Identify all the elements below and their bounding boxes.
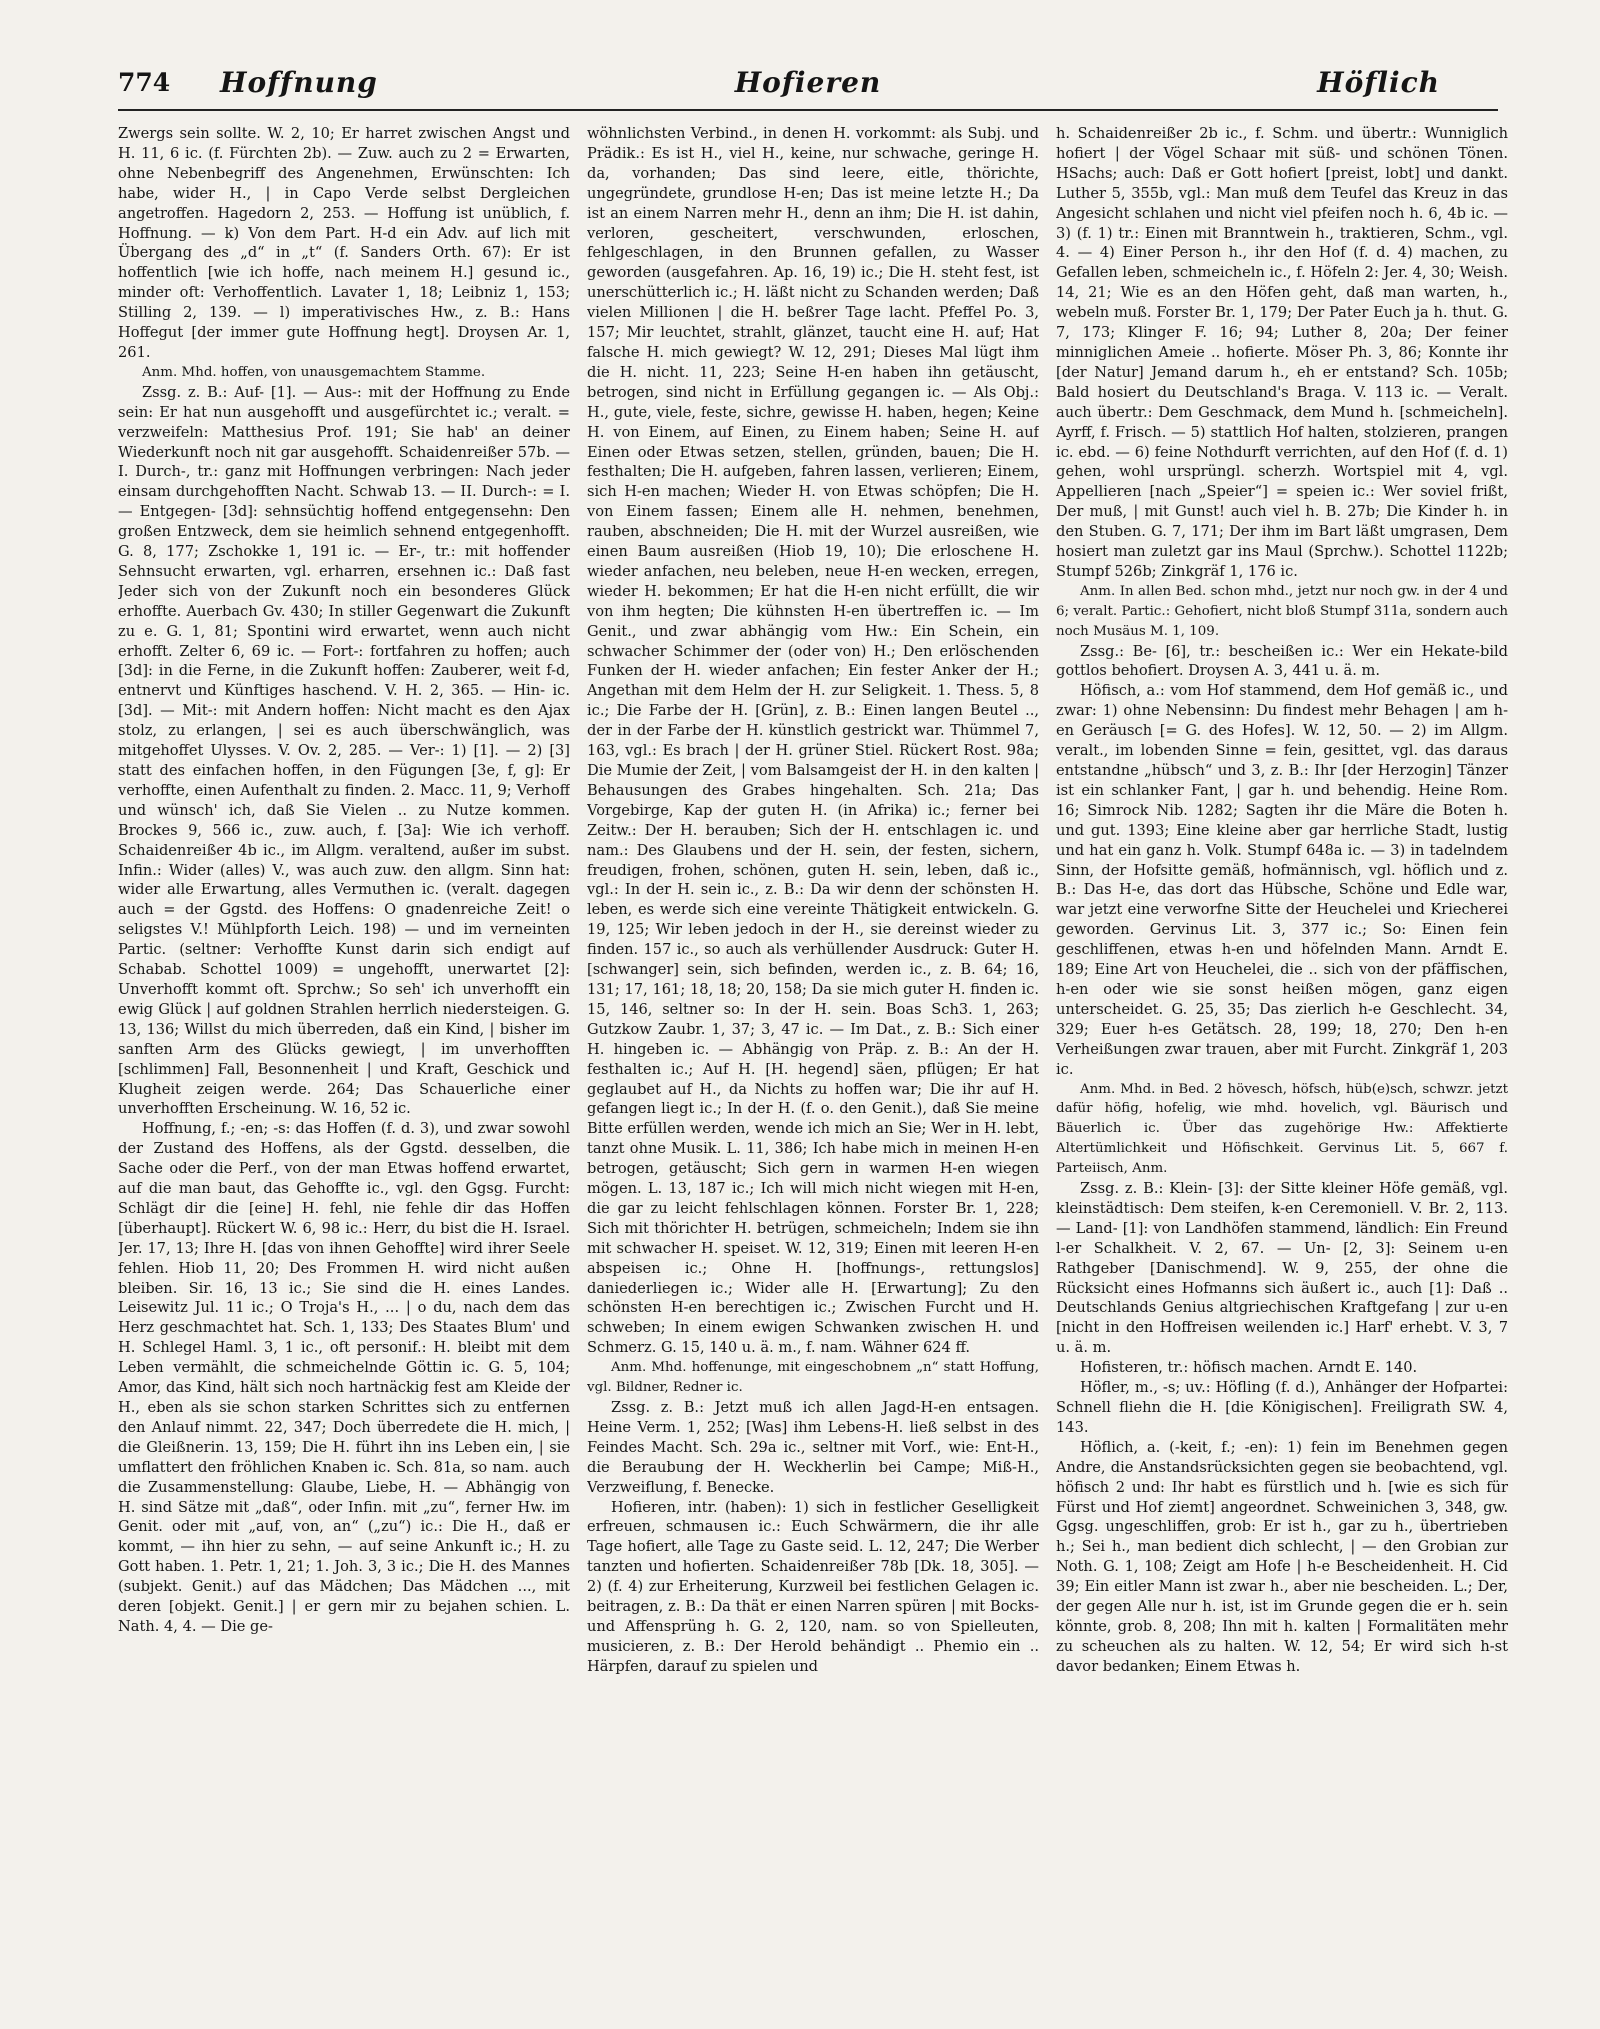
column-middle	[587, 124, 1039, 1986]
column-right	[1056, 124, 1508, 1986]
annotation-paragraph: Anm. In allen Bed. schon mhd., jetzt nur noch gw. in der 4 und 6; veralt. Partic.: Gehofiert, nicht bloß Stumpf 311a, sondern auch noch Musäus M. 1, 109.	[1056, 583, 1508, 639]
column-left	[118, 124, 570, 1986]
entry-paragraph: Höfler, m., -s; uv.: Höfling (f. d.), Anhänger der Hofpartei: Schnell fliehn die H. [die Königischen]. Freiligrath SW. 4, 143.	[1056, 1379, 1508, 1436]
entry-paragraph: Hofisteren, tr.: höfisch machen. Arndt E. 140.	[1080, 1359, 1418, 1377]
entry-paragraph: wöhnlichsten Verbind., in denen H. vorkommt: als Subj. und Prädik.: Es ist H., viel H., keine, nur schwache, geringe H. da, vorhanden; Das sind leere, eitle, thörichte, ungegründete, grundlose H-en; Das ist meine letzte H.; Da ist an einem Narren mehr H., denn an ihm; Die H. ist dahin, verloren, gescheitert, verschwunden, erloschen, fehlgeschlagen, in den Brunnen gefallen, zu Wasser geworden (ausgefahren. Ap. 16, 19) ic.; Die H. steht fest, ist unerschütterlich ic.; H. läßt nicht zu Schanden werden; Daß vielen Millionen | die H. beßrer Tage lacht. Pfeffel Po. 3, 157; Mir leuchtet, strahlt, glänzet, taucht eine H. auf; Hat falsche H. mich gewiegt? W. 12, 291; Dieses Mal lügt ihm die H. nicht. 11, 223; Seine H-en haben ihn getäuscht, betrogen, sind nicht in Erfüllung gegangen ic. — Als Obj.: H., gute, viele, feste, sichre, gewisse H. haben, hegen; Keine H. von Einem, auf Einen, zu Einem haben; Seine H. auf Einen oder Etwas setzen, stellen, gründen, bauen; Die H. festhalten; Die H. aufgeben, fahren lassen, verlieren; Einem, sich H-en machen; Wieder H. von Etwas schöpfen; Die H. von Einem fassen; Einem alle H. nehmen, benehmen, rauben, abschneiden; Die H. mit der Wurzel ausreißen, wie einen Baum ausreißen (Hiob 19, 10); Die erloschene H. wieder anfachen, neu beleben, neue H-en wecken, erregen, wieder H. bekommen; Er hat die H-en nicht erfüllt, die wir von ihm hegten; Die kühnsten H-en übertreffen ic. — Im Genit., und zwar abhängig vom Hw.: Ein Schein, ein schwacher Schimmer der (oder von) H.; Den erlöschenden Funken der H. wieder anfachen; Ein fester Anker der H.; Angethan mit dem Helm der H. zur Seligkeit. 1. Thess. 5, 8 ic.; Die Farbe der H. [Grün], z. B.: Einen langen Beutel .., der in der Farbe der H. künstlich gestrickt war. Thümmel 7, 163, vgl.: Es brach | der H. grüner Stiel. Rückert Rost. 98a; Die Mumie der Zeit, | vom Balsamgeist der H. in den kalten | Behausungen des Grabes hingehalten. Sch. 21a; Das Vorgebirge, Kap der guten H. (in Afrika) ic.; ferner bei Zeitw.: Der H. berauben; Sich der H. entschlagen ic. und nam.: Des Glaubens und der H. sein, der festen, sichern, freudigen, frohen, schönen, guten H. sein, leben, daß ic., vgl.: In der H. sein ic., z. B.: Da wir denn der schönsten H. leben, es werde sich eine vereinte Thätigkeit entwickeln. G. 19, 125; Wir leben jedoch in der H., sie dereinst wieder zu finden. 157 ic., so auch als verhüllender Ausdruck: Guter H. [schwanger] sein, sich befinden, werden ic., z. B. 64; 16, 131; 17, 161; 18, 18; 20, 158; Da sie mich guter H. finden ic. 15, 146, seltner so: In der H. sein. Boas Sch3. 1, 263; Gutzkow Zaubr. 1, 37; 3, 47 ic. — Im Dat., z. B.: Sich einer H. hingeben ic. — Abhängig von Präp. z. B.: An der H. festhalten ic.; Auf H. [H. hegend] säen, pflügen; Er hat geglaubet auf H., da Nichts zu hoffen war; Die ihr auf H. gefangen liegt ic.; In der H. (f. o. den Genit.), daß Sie meine Bitte erfüllen werden, wende ich mich an Sie; Wer in H. lebt, tanzt ohne Musik. L. 11, 386; Ich habe mich in meinen H-en betrogen, getäuscht; Sich gern in warmen H-en wiegen mögen. L. 13, 187 ic.; Ich will mich nicht wiegen mit H-en, die gar zu leicht fehlschlagen können. Forster Br. 1, 228; Sich mit thörichter H. betrügen, schmeicheln; Indem sie ihn mit schwacher H. speiset. W. 12, 319; Einen mit leeren H-en abspeisen ic.; Ohne H. [hoffnungs-, rettungslos] daniederliegen ic.; Wider alle H. [Erwartung]; Zu den schönsten H-en berechtigen ic.; Zwischen Furcht und H. schweben; In einem ewigen Schwanken zwischen H. und Schmerz. G. 15, 140 u. ä. m., f. nam. Wähner 624 ff.	[587, 125, 1039, 1357]
entry-paragraph: Hofieren, intr. (haben): 1) sich in festlicher Geselligkeit erfreuen, schmausen ic.: Euch Schwärmern, die ihr alle Tage hofiert, alle Tage zu Gaste seid. L. 12, 247; Die Werber tanzten und hofierten. Schaidenreißer 78b [Dk. 18, 305]. — 2) (f. 4) zur Erheiterung, Kurzweil bei festlichen Gelagen ic. beitragen, z. B.: Da thät er einen Narren spüren | mit Bocks- und Affensprüng h. G. 2, 120, nam. so von Spielleuten, musicieren, z. B.: Der Herold behändigt .. Phemio ein .. Härpfen, darauf zu spielen und	[587, 1498, 1039, 1675]
entry-paragraph: h. Schaidenreißer 2b ic., f. Schm. und übertr.: Wunniglich hofiert | der Vögel Schaar mit süß- und schönen Tönen. HSachs; auch: Daß er Gott hofiert [preist, lobt] und dankt. Luther 5, 355b, vgl.: Man muß dem Teufel das Kreuz in das Angesicht schlahen und nicht viel pfeifen noch h. 6, 4b ic. — 3) (f. 1) tr.: Einen mit Branntwein h., traktieren, Schm., vgl. 4. — 4) Einer Person h., ihr den Hof (f. d. 4) machen, zu Gefallen leben, schmeicheln ic., f. Höfeln 2: Jer. 4, 30; Weish. 14, 21; Wie es an den Höfen geht, daß man warten, h., webeln muß. Forster Br. 1, 179; Der Pater Euch ja h. thut. G. 7, 173; Klinger F. 16; 94; Luther 8, 20a; Der feiner minniglichen Ameie .. hofierte. Möser Ph. 3, 86; Konnte ihr [der Natur] Jemand darum h., eh er entstand? Sch. 105b; Bald hosiert du Deutschland's Braga. V. 113 ic. — Veralt. auch übertr.: Dem Geschmack, dem Mund h. [schmeicheln]. Ayrff, f. Frisch. — 5) stattlich Hof halten, stolzieren, prangen ic. ebd. — 6) feine Nothdurft verrichten, auf den Hof (f. d. 1) gehen, wohl ursprüngl. scherzh. Wortspiel mit 4, vgl. Appellieren [nach „Speier“] = speien ic.: Wer soviel frißt, Der muß, | mit Gunst! auch viel h. B. 27b; Die Kinder h. in den Stuben. G. 7, 171; Der ihm im Bart läßt umgrasen, Dem hosiert man zuletzt gar ins Maul (Sprchw.). Schottel 1122b; Stumpf 526b; Zinkgräf 1, 176 ic.	[1056, 125, 1508, 580]
page-number: 774	[118, 68, 171, 97]
annotation-paragraph: Anm. Mhd. in Bed. 2 hövesch, höfsch, hüb(e)sch, schwzr. jetzt dafür höfig, hofelig, wie mhd. hovelich, vgl. Bäurisch und Bäuerlich ic. Über das zugehörige Hw.: Affektierte Altertümlichkeit und Höfischkeit. Gervinus Lit. 5, 667 f. Parteiisch, Anm.	[1056, 1081, 1508, 1177]
annotation-paragraph: Anm. Mhd. hoffen, von unausgemachtem Stamme.	[142, 364, 486, 380]
center-running-headword: Hofieren	[734, 66, 882, 99]
entry-paragraph: Höflich, a. (-keit, f.; -en): 1) fein im Benehmen gegen Andre, die Anstandsrücksichten gegen sie beobachtend, vgl. höfisch 2 und: Ihr habt es fürstlich und h. [wie es sich für Fürst und Hof ziemt] angeordnet. Schweinichen 3, 348, gw. Ggsg. ungeschliffen, grob: Er ist h., gar zu h., übertrieben h.; Sei h., man bedient dich schlecht, | — den Grobian zur Noth. G. 1, 108; Zeigt am Hofe | h-e Bescheidenheit. H. Cid 39; Ein eitler Mann ist zwar h., aber nie bescheiden. L.; Der, der gegen Alle nur h. ist, ist im Grunde gegen die er h. sein könnte, grob. 8, 208; Ihn mit h. kalten | Formalitäten mehr zu scheuchen als zu halten. W. 12, 54; Er wird sich h-st davor bedanken; Einem Etwas h.	[1056, 1438, 1508, 1675]
entry-paragraph: Höfisch, a.: vom Hof stammend, dem Hof gemäß ic., und zwar: 1) ohne Nebensinn: Du findest mehr Behagen | am h-en Geräusch [= G. des Hofes]. W. 12, 50. — 2) im Allgm. veralt., im lobenden Sinne = fein, gesittet, vgl. das daraus entstandne „hübsch“ und 3, z. B.: Ihr [der Herzogin] Tänzer ist ein schlanker Fant, | gar h. und behendig. Heine Rom. 16; Simrock Nib. 1282; Sagten ihr die Märe die Boten h. und gut. 1393; Eine kleine aber gar herrliche Stadt, lustig und hat ein ganz h. Volk. Stumpf 648a ic. — 3) in tadelndem Sinn, der Hofsitte gemäß, hofmännisch, vgl. höflich und z. B.: Das H-e, das dort das Hübsche, Schöne und Edle war, war jetzt eine verworfne Sitte der Heuchelei und Kriecherei geworden. Gervinus Lit. 3, 377 ic.; So: Einen fein geschliffenen, etwas h-en und höfelnden Mann. Arndt E. 189; Eine Art von Heuchelei, die .. sich von der pfäffischen, h-en oder wie sie sonst heißen mögen, ganz eigen unterscheidet. G. 25, 35; Das zierlich h-e Geschlecht. 34, 329; Euer h-es Getätsch. 28, 199; 18, 270; Den h-en Verheißungen zwar trauen, aber mit Furcht. Zinkgräf 1, 203 ic.	[1056, 682, 1508, 1078]
entry-paragraph: Zssg. z. B.: Jetzt muß ich allen Jagd-H-en entsagen. Heine Verm. 1, 252; [Was] ihm Lebens-H. ließ selbst in des Feindes Macht. Sch. 29a ic., seltner mit Vorf., wie: Ent-H., die Beraubung der H. Weckherlin bei Campe; Miß-H., Verzweiflung, f. Benecke.	[587, 1399, 1039, 1496]
text-columns	[118, 124, 1508, 1986]
left-running-headword: Hoffnung	[220, 66, 378, 99]
entry-paragraph: Zwergs sein sollte. W. 2, 10; Er harret zwischen Angst und H. 11, 6 ic. (f. Fürchten 2b). — Zuw. auch zu 2 = Erwarten, ohne Nebenbegriff des Angenehmen, Erwünschten: Ich habe, wider H., | in Capo Verde selbst Dergleichen angetroffen. Hagedorn 2, 253. — Hoffung ist unüblich, f. Hoffnung. — k) Von dem Part. H-d ein Adv. auf lich mit Übergang des „d“ in „t“ (f. Sanders Orth. 67): Er ist hoffentlich [wie ich hoffe, nach meinem H.] gesund ic., minder oft: Verhoffentlich. Lavater 1, 18; Leibniz 1, 153; Stilling 2, 139. — l) imperativisches Hw., z. B.: Hans Hoffegut [der immer gute Hoffnung hegt]. Droysen Ar. 1, 261.	[118, 125, 570, 361]
right-running-headword: Höflich	[1317, 66, 1440, 99]
entry-paragraph: Hoffnung, f.; -en; -s: das Hoffen (f. d. 3), und zwar sowohl der Zustand des Hoffens, als der Ggstd. desselben, die Sache oder die Perf., von der man Etwas hoffend erwartet, auf die man baut, das Gehoffte ic., vgl. den Ggsg. Furcht: Schlägt dir die [eine] H. fehl, nie fehle dir das Hoffen [überhaupt]. Rückert W. 6, 98 ic.: Herr, du bist die H. Israel. Jer. 17, 13; Ihre H. [das von ihnen Gehoffte] wird ihrer Seele fehlen. Hiob 11, 20; Des Frommen H. wird nicht außen bleiben. Sir. 16, 13 ic.; Sie sind die H. eines Landes. Leisewitz Jul. 11 ic.; O Troja's H., ... | o du, nach dem das Herz geschmachtet hat. Sch. 1, 133; Des Staates Blum' und H. Schlegel Haml. 3, 1 ic., oft personif.: H. bleibt mit dem Leben vermählt, die schmeichelnde Göttin ic. G. 5, 104; Amor, das Kind, hält sich noch hartnäckig fest am Kleide der H., eben als sie schon starken Schrittes sich zu entfernen den Anlauf nimmt. 22, 347; Doch überredete die H. mich, | die Gleißnerin. 13, 159; Die H. führt ihn ins Leben ein, | sie umflattert den fröhlichen Knaben ic. Sch. 81a, so nam. auch die Zusammenstellung: Glaube, Liebe, H. — Abhängig von H. sind Sätze mit „daß“, oder Infin. mit „zu“, ferner Hw. im Genit. oder mit „auf, von, an“ („zu“) ic.: Die H., daß er kommt, — ihn hier zu sehn, — auf seine Ankunft ic.; H. zu Gott haben. 1. Petr. 1, 21; 1. Joh. 3, 3 ic.; Die H. des Mannes (subjekt. Genit.) auf das Mädchen; Das Mädchen ..., mit deren [objekt. Genit.] | er gern mir zu bejahen schien. L. Nath. 4, 4. — Die ge-	[118, 1120, 570, 1635]
header-rule	[118, 109, 1498, 111]
running-header	[118, 62, 1498, 106]
entry-paragraph: Zssg. z. B.: Klein- [3]: der Sitte kleiner Höfe gemäß, vgl. kleinstädtisch: Dem steifen, k-en Ceremoniell. V. Br. 2, 113. — Land- [1]: von Landhöfen stammend, ländlich: Ein Freund l-er Schalkheit. V. 2, 67. — Un- [2, 3]: Seinem u-en Rathgeber [Danischmend]. W. 9, 255, der ohne die Rücksicht eines Hofmanns sich äußert ic., auch [1]: Daß .. Deutschlands Genius altgriechischen Kraftgefang | zur u-en [nicht in den Hoffreisen weilenden ic.] Harf' erhebt. V. 3, 7 u. ä. m.	[1056, 1180, 1508, 1357]
annotation-paragraph: Anm. Mhd. hoffenunge, mit eingeschobnem „n“ statt Hoffung, vgl. Bildner, Redner ic.	[587, 1360, 1039, 1396]
entry-paragraph: Zssg.: Be- [6], tr.: bescheißen ic.: Wer ein Hekate-bild gottlos behofiert. Droysen A. 3, 441 u. ä. m.	[1056, 642, 1508, 680]
entry-paragraph: Zssg. z. B.: Auf- [1]. — Aus-: mit der Hoffnung zu Ende sein: Er hat nun ausgehofft und ausgefürchtet ic.; veralt. = verzweifeln: Matthesius Prof. 191; Sie hab' an deiner Wiederkunft noch nit gar ausgehofft. Schaidenreißer 57b. — I. Durch-, tr.: ganz mit Hoffnungen verbringen: Nach jeder einsam durchgehofften Nacht. Schwab 13. — II. Durch-: = I. — Entgegen- [3d]: sehnsüchtig hoffend entgegensehn: Den großen Entzweck, dem sie heimlich sehnend entgegenhofft. G. 8, 177; Zschokke 1, 191 ic. — Er-, tr.: mit hoffender Sehnsucht erwarten, vgl. erharren, ersehnen ic.: Daß fast Jeder sich von der Zukunft noch ein besonderes Glück erhoffte. Auerbach Gv. 430; In stiller Gegenwart die Zukunft zu e. G. 1, 81; Spontini wird erwartet, wenn auch nicht erhofft. Zelter 6, 69 ic. — Fort-: fortfahren zu hoffen; auch [3d]: in die Ferne, in die Zukunft hoffen: Zauberer, weit f-d, entnervt und Künftiges haschend. V. H. 2, 365. — Hin- ic. [3d]. — Mit-: mit Andern hoffen: Nicht macht es den Ajax stolz, zu erlangen, | sei es auch überschwänglich, was mitgehoffet Ulysses. V. Ov. 2, 285. — Ver-: 1) [1]. — 2) [3] statt des einfachen hoffen, in den Fügungen [3e, f, g]: Er verhoffte, einen Aufenthalt zu finden. 2. Macc. 11, 9; Verhoff und wünsch' ich, daß Sie Vielen .. zu Nutze kommen. Brockes 9, 566 ic., zuw. auch, f. [3a]: Wie ich verhoff. Schaidenreißer 4b ic., im Allgm. veraltend, außer im subst. Infin.: Wider (alles) V., was auch zuw. den allgm. Sinn hat: wider alle Erwartung, alles Vermuthen ic. (veralt. dagegen auch = der Ggstd. des Hoffens: O gnadenreiche Zeit! o seligstes V.! Mühlpforth Leich. 198) — und im verneinten Partic. (seltner: Verhoffte Kunst darin sich endigt auf Schabab. Schottel 1009) = ungehofft, unerwartet [2]: Unverhofft kommt oft. Sprchw.; So seh' ich unverhofft ein ewig Glück | auf goldnen Strahlen herrlich niedersteigen. G. 13, 136; Willst du mich überreden, daß ein Kind, | bisher im sanften Arm des Glücks gewiegt, | im unverhofften [schlimmen] Fall, Besonnenheit | und Kraft, Geschick und Klugheit zeigen werde. 264; Das Schauerliche einer unverhofften Erscheinung. W. 16, 52 ic.	[118, 383, 570, 1118]
